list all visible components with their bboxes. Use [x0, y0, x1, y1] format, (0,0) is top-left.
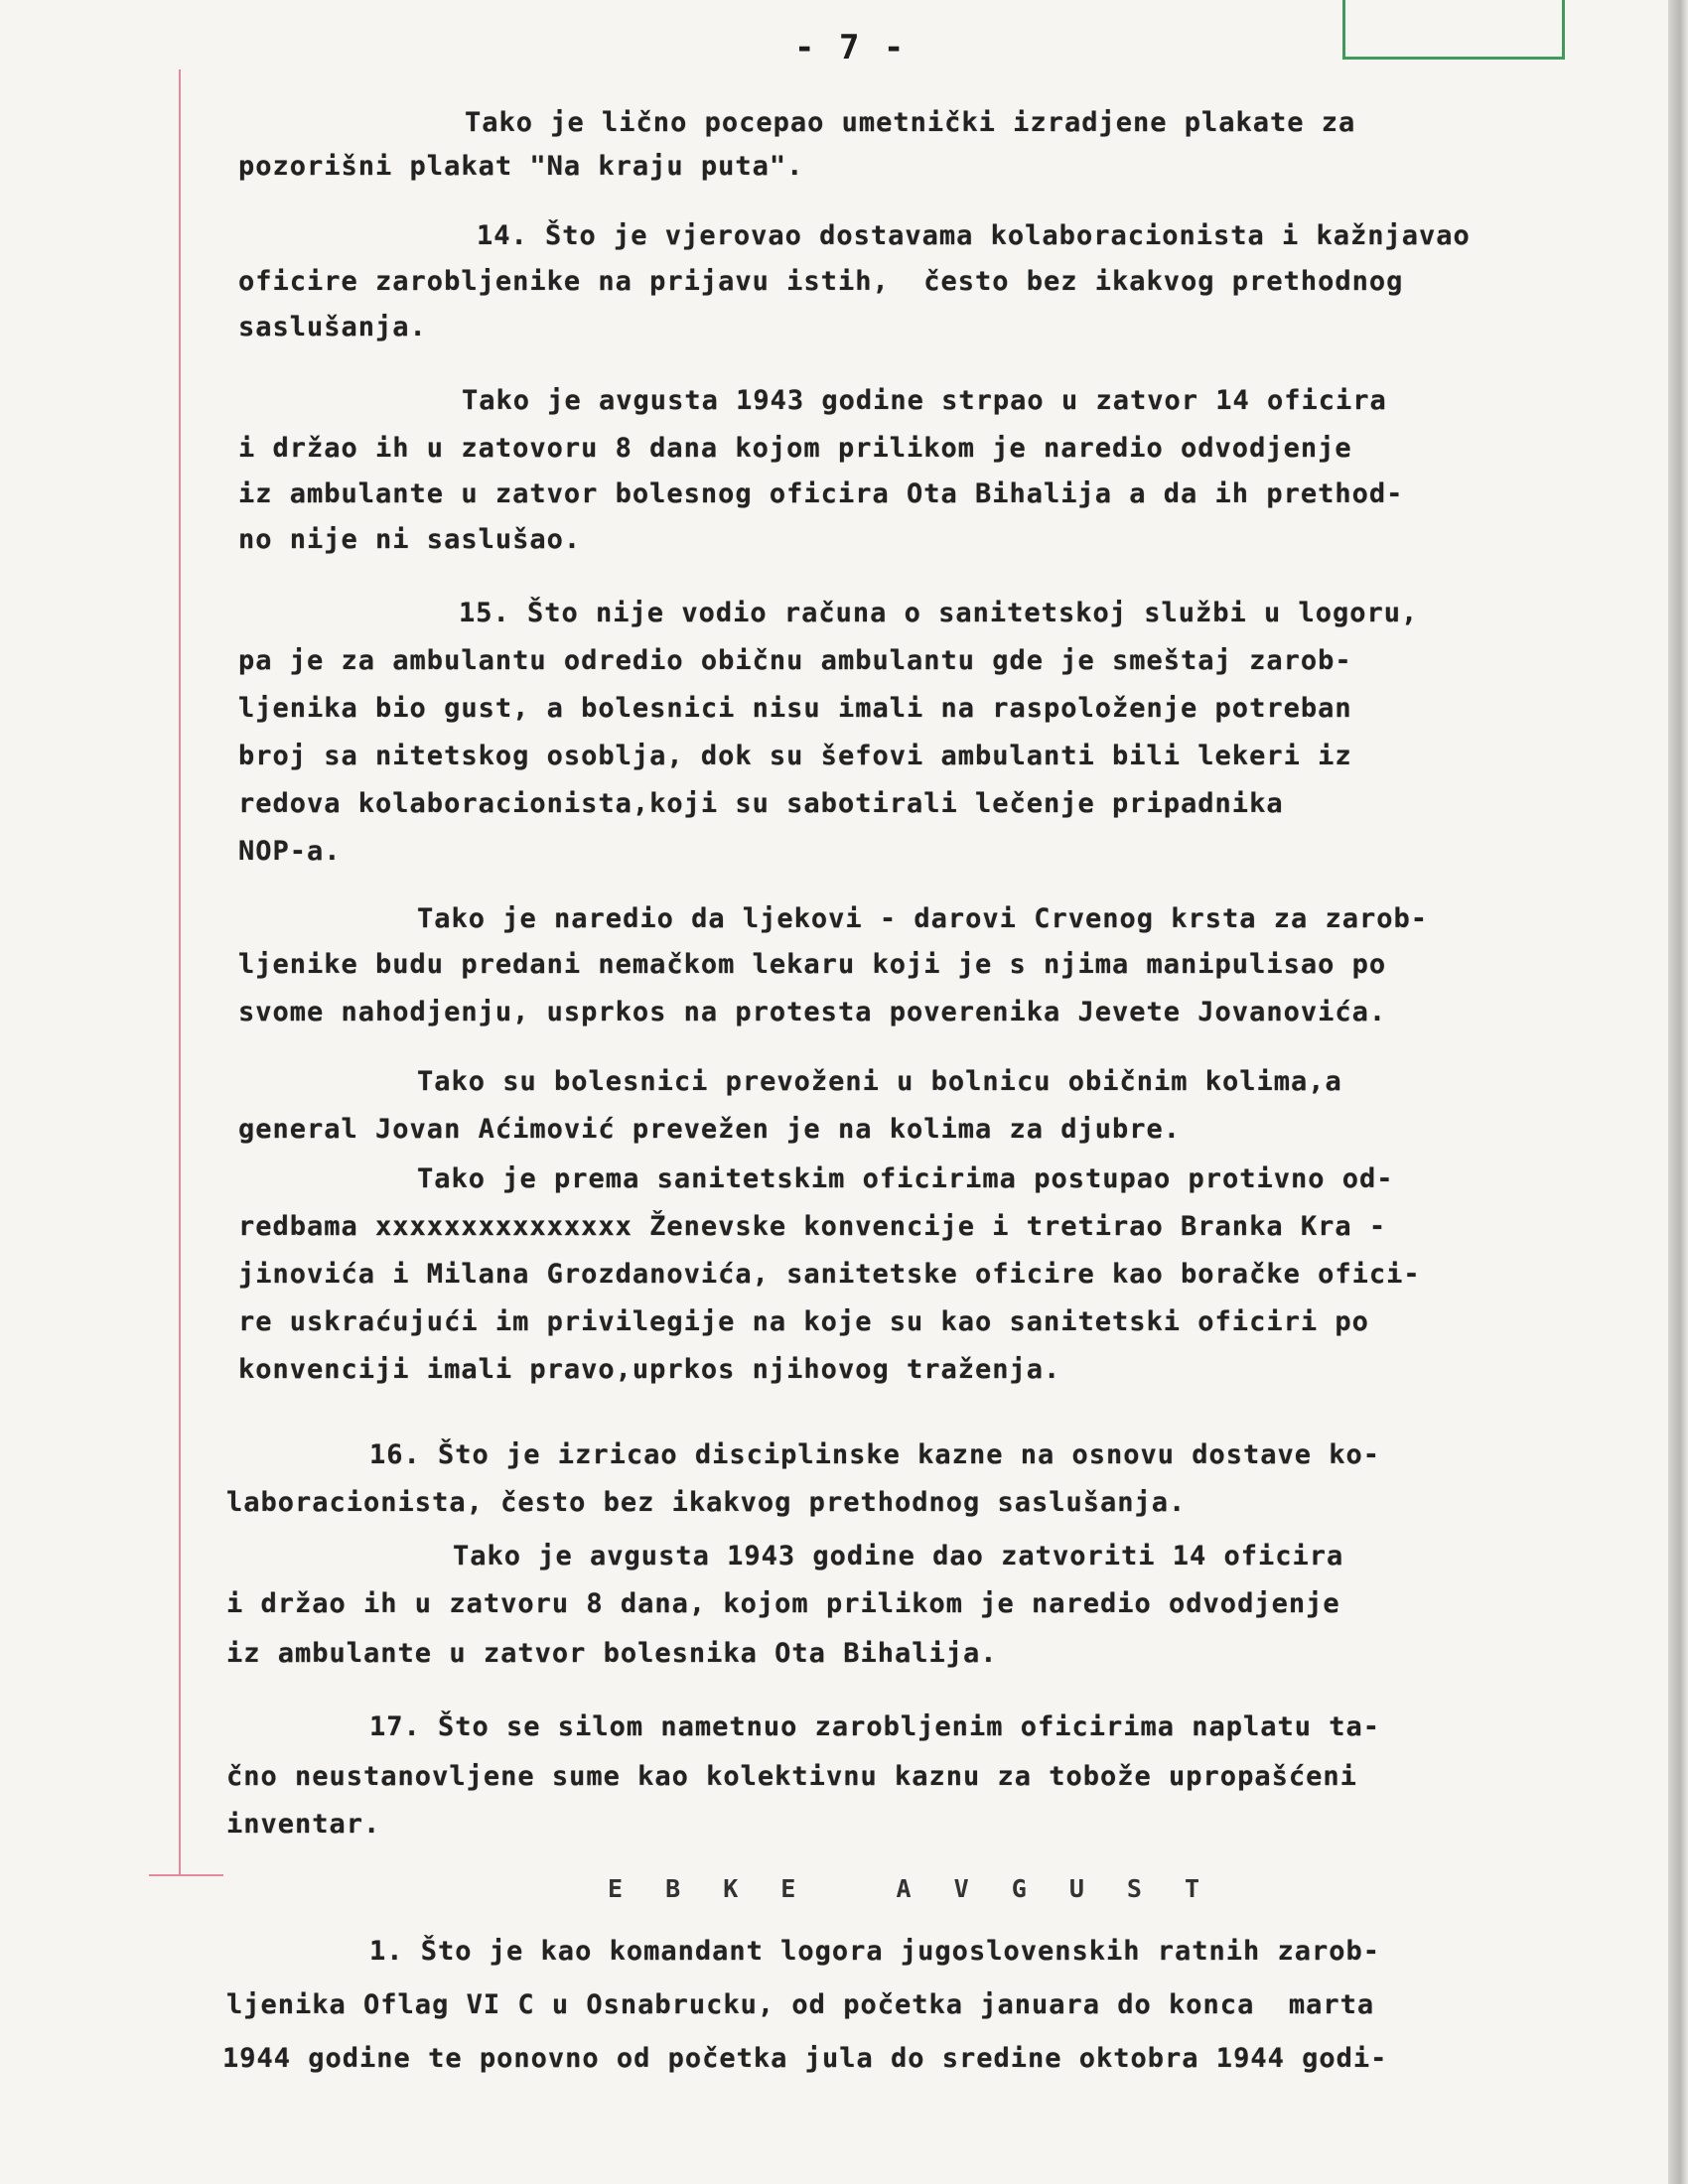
text-line: i držao ih u zatvoru 8 dana, kojom prilikom je naredio odvodjenje [226, 1588, 1340, 1619]
text-line: no nije ni saslušao. [238, 524, 582, 555]
text-line: 17. Što se silom nametnuo zarobljenim oficirima naplatu ta- [369, 1711, 1381, 1742]
text-line: Tako je naredio da ljekovi - darovi Crvenog krsta za zarob- [417, 903, 1429, 934]
text-line: 14. Što je vjerovao dostavama kolaboracionista i kažnjavao [477, 220, 1471, 251]
text-line: pozorišni plakat "Na kraju puta". [238, 151, 804, 182]
text-line: Tako je avgusta 1943 godine dao zatvoriti 14 oficira [453, 1541, 1344, 1571]
text-line: 1. Što je kao komandant logora jugoslovenskih ratnih zarob- [369, 1936, 1381, 1967]
archive-stamp [1342, 0, 1565, 60]
margin-marker-foot [149, 1874, 223, 1876]
text-line: redbama xxxxxxxxxxxxxxx Ženevske konvencije i tretirao Branka Kra - [238, 1211, 1387, 1242]
text-line: laboracionista, često bez ikakvog prethodnog saslušanja. [226, 1487, 1187, 1518]
text-line: konvenciji imali pravo,uprkos njihovog traženja. [238, 1354, 1061, 1385]
text-line: broj sa nitetskog osoblja, dok su šefovi ambulanti bili lekeri iz [238, 741, 1352, 771]
text-line: re uskraćujući im privilegije na koje su kao sanitetski oficiri po [238, 1306, 1369, 1337]
text-line: i držao ih u zatovoru 8 dana kojom prilikom je naredio odvodjenje [238, 433, 1352, 464]
text-line: 1944 godine te ponovno od početka jula do sredine oktobra 1944 godi- [222, 2043, 1388, 2074]
text-line: saslušanja. [238, 312, 427, 342]
text-line: Tako je avgusta 1943 godine strpao u zatvor 14 oficira [462, 385, 1387, 416]
margin-marker-line [179, 69, 181, 1876]
page-number: - 7 - [794, 28, 907, 68]
text-line: NOP-a. [238, 836, 342, 867]
text-line: ljenika Oflag VI C u Osnabrucku, od početka januara do konca marta [226, 1989, 1375, 2020]
text-line: Tako je lično pocepao umetnički izradjene plakate za [465, 107, 1356, 138]
text-line: svome nahodjenju, usprkos na protesta poverenika Jevete Jovanovića. [238, 997, 1387, 1027]
text-line: inventar. [226, 1809, 381, 1840]
text-line: iz ambulante u zatvor bolesnika Ota Bihalija. [226, 1638, 998, 1669]
text-line: čno neustanovljene sume kao kolektivnu kaznu za tobože upropašćeni [226, 1761, 1357, 1792]
text-line: general Jovan Aćimović prevežen je na kolima za djubre. [238, 1114, 1182, 1145]
text-line: 16. Što je izricao disciplinske kazne na osnovu dostave ko- [369, 1439, 1381, 1470]
text-line: jinovića i Milana Grozdanovića, sanitetske oficire kao boračke ofici- [238, 1259, 1421, 1290]
text-line: pa je za ambulantu odredio običnu ambulantu gde je smeštaj zarob- [238, 645, 1352, 676]
text-line: ljenike budu predani nemačkom lekaru koji je s njima manipulisao po [238, 949, 1387, 980]
text-line: Tako su bolesnici prevoženi u bolnicu običnim kolima,a [417, 1066, 1342, 1097]
text-line: redova kolaboracionista,koji su sabotirali lečenje pripadnika [238, 788, 1284, 819]
text-line: iz ambulante u zatvor bolesnog oficira Ota Bihalija a da ih prethod- [238, 478, 1404, 509]
text-line: ljenika bio gust, a bolesnici nisu imali na raspoloženje potreban [238, 693, 1352, 724]
scan-edge [1668, 0, 1688, 2184]
section-heading: E B K E A V G U S T [608, 1874, 1214, 1903]
text-line: Tako je prema sanitetskim oficirima postupao protivno od- [417, 1163, 1394, 1194]
text-line: 15. Što nije vodio računa o sanitetskoj službi u logoru, [459, 598, 1419, 628]
text-line: oficire zarobljenike na prijavu istih, često bez ikakvog prethodnog [238, 266, 1404, 297]
